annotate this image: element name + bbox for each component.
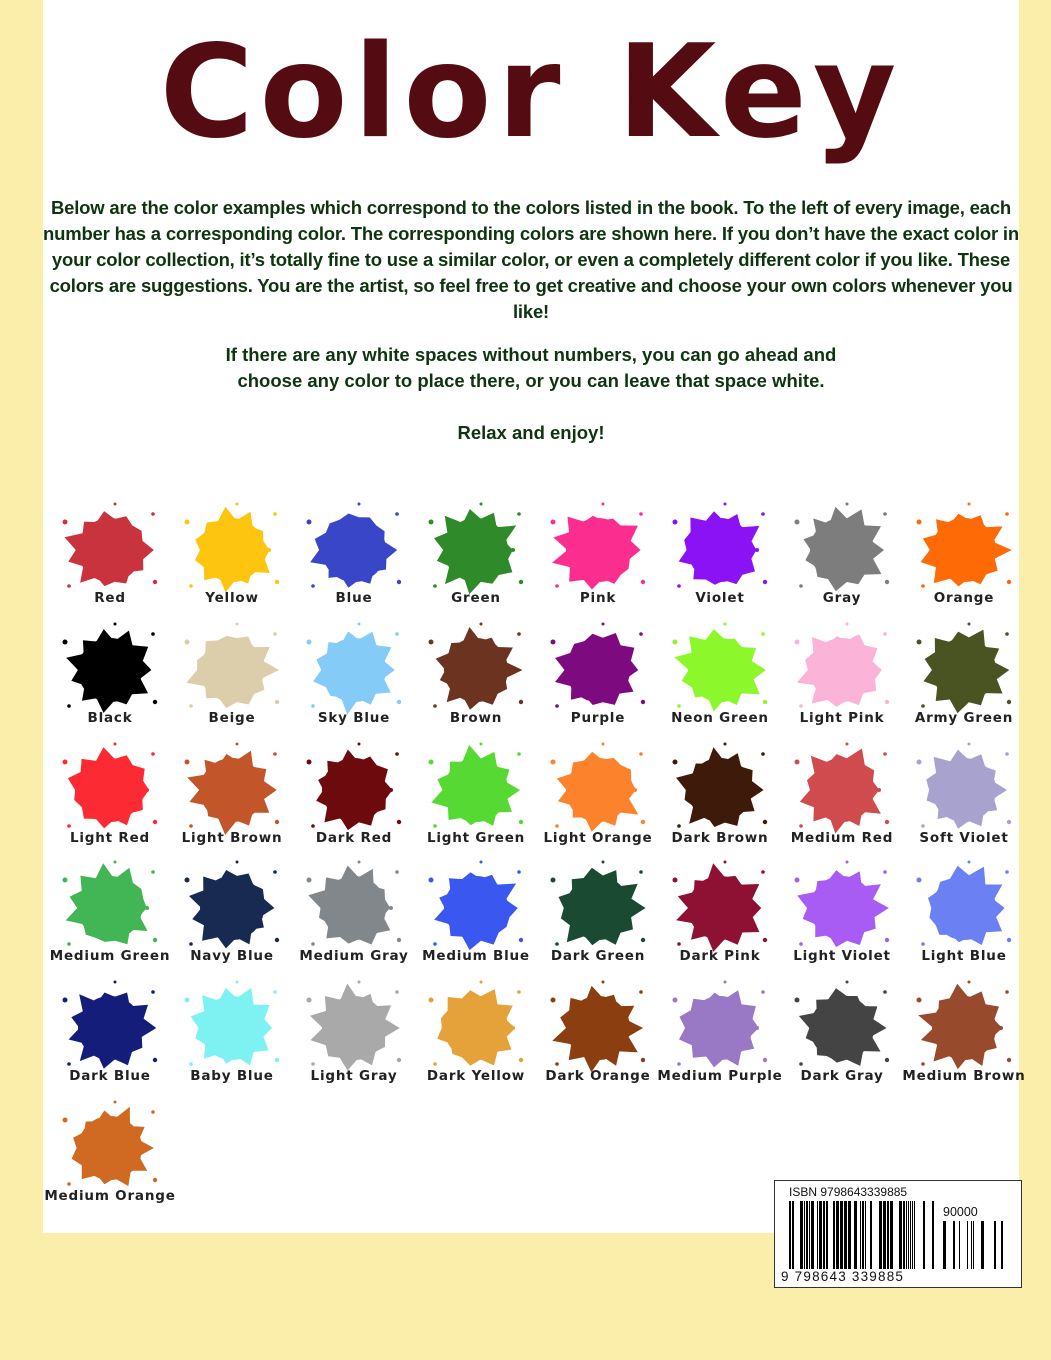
swatch-label: Baby Blue [190,1068,274,1084]
color-swatch [903,978,1025,1098]
closing-line: Relax and enjoy! [457,422,605,443]
swatch-label: Light Orange [543,830,653,846]
color-swatch [537,500,659,620]
swatch-label: Neon Green [671,710,769,726]
color-swatch [781,740,903,860]
swatch-label: Dark Orange [545,1068,651,1084]
color-swatch [49,978,171,1098]
swatch-label: Light Gray [310,1068,398,1084]
color-swatch [171,740,293,860]
color-swatch [781,978,903,1098]
color-swatch [49,740,171,860]
color-swatch [49,858,171,978]
color-swatch [293,500,415,620]
swatch-label: Light Violet [793,948,891,964]
swatch-label: Pink [579,590,617,606]
swatch-label: Navy Blue [190,948,274,964]
intro-paragraph: Below are the color examples which correspond to the colors listed in the book. To the left of every image, each number has a corresponding color. The corresponding colors are shown here. If you don’t have the exact color in your color collection, it’s totally fine to use a similar color, or even a completely different color if you like. These colors are suggestions. You are the artist, so feel free to get creative and choose your own colors whenever you like! [43,197,1019,322]
color-swatch [903,740,1025,860]
swatch-label: Medium Brown [902,1068,1026,1084]
swatch-label: Gray [822,590,862,606]
swatch-label: Brown [449,710,503,726]
color-swatch [903,500,1025,620]
color-swatch [415,740,537,860]
swatch-label: Medium Red [790,830,894,846]
color-swatch [293,620,415,740]
swatch-label: Dark Yellow [426,1068,526,1084]
color-swatch [171,978,293,1098]
isbn-barcode [774,1180,1022,1288]
swatch-label: Medium Orange [44,1188,176,1204]
swatch-label: Medium Purple [657,1068,783,1084]
swatch-label: Light Blue [921,948,1007,964]
color-swatch [659,740,781,860]
color-key-page [43,0,1026,1233]
swatch-label: Red [94,590,126,606]
price-code: 90000 [943,1205,978,1219]
color-swatch [903,858,1025,978]
swatch-label: Dark Brown [671,830,769,846]
isbn-label: ISBN 9798643339885 [789,1185,908,1199]
barcode-bars [789,1201,935,1269]
color-swatch [415,500,537,620]
swatch-label: Medium Green [49,948,171,964]
color-swatch [44,1098,176,1218]
swatch-label: Violet [695,590,745,606]
swatch-label: Dark Blue [69,1068,151,1084]
color-swatch [171,858,293,978]
swatch-label: Dark Pink [679,948,761,964]
swatch-label: Green [451,590,501,606]
color-swatch [781,858,903,978]
swatch-label: Black [87,710,133,726]
color-swatch [171,620,293,740]
color-swatch [659,978,781,1098]
color-swatch [903,620,1025,740]
swatch-label: Yellow [205,590,259,606]
color-swatch [659,500,781,620]
swatch-label: Light Pink [799,710,885,726]
color-swatch [49,500,171,620]
swatch-label: Beige [208,710,256,726]
swatch-label: Light Brown [181,830,283,846]
swatch-label: Sky Blue [317,710,391,726]
page-title: Color Key [159,18,903,167]
color-swatch [537,978,659,1098]
swatch-label: Dark Gray [800,1068,884,1084]
swatch-label: Medium Blue [422,948,530,964]
color-swatch [537,858,659,978]
color-swatch [293,978,415,1098]
color-swatch [415,620,537,740]
color-swatch [415,978,537,1098]
color-swatch [781,620,903,740]
color-swatch [781,500,903,620]
swatch-label: Blue [335,590,373,606]
color-swatch [49,620,171,740]
swatch-label: Medium Gray [299,948,409,964]
color-swatch [293,858,415,978]
swatch-label: Soft Violet [919,830,1009,846]
swatch-label: Dark Red [315,830,393,846]
white-space-note: If there are any white spaces without numbers, you can go ahead and choose any color to place there, or you can leave that space white. [225,344,837,391]
barcode-digits: 9 798643 339885 [781,1269,905,1284]
color-swatch [659,858,781,978]
swatch-label: Light Green [426,830,526,846]
color-swatch [415,858,537,978]
color-swatch [537,740,659,860]
swatch-label: Purple [570,710,626,726]
color-swatch [293,740,415,860]
color-swatch [537,620,659,740]
swatch-label: Army Green [914,710,1014,726]
swatch-label: Orange [933,590,995,606]
color-swatch [659,620,781,740]
addon-bars [943,1221,1005,1269]
swatch-label: Dark Green [550,948,646,964]
swatch-label: Light Red [69,830,151,846]
color-swatch [171,500,293,620]
